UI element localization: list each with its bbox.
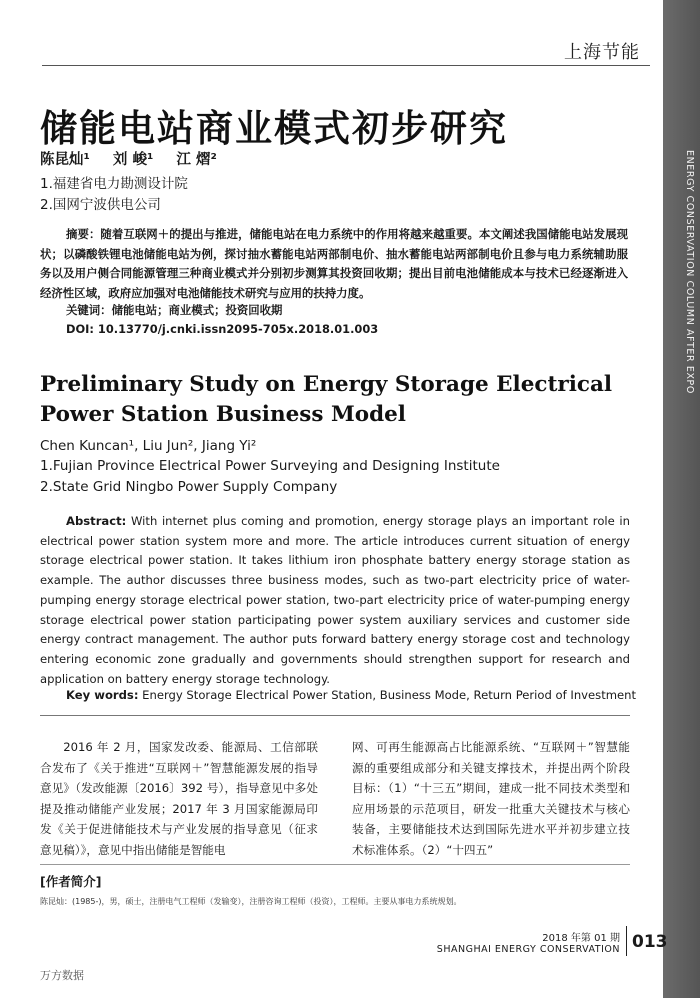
footer-journal: SHANGHAI ENERGY CONSERVATION: [436, 944, 620, 955]
chinese-affiliation-2: 2.国网宁波供电公司: [40, 197, 161, 213]
english-keywords-label: Key words:: [66, 688, 139, 702]
author-bio-text: 陈昆灿：(1985-)，男，硕士，注册电气工程师（发输变），注册咨询工程师（投资），工程师。主要从事电力系统规划。: [40, 897, 462, 906]
chinese-abstract-text: 随着互联网＋的提出与推进，储能电站在电力系统中的作用将越来越重要。本文阐述我国储能电站发展现状；以磷酸铁锂电池储能电站为例，探讨抽水蓄能电站两部制电价、抽水蓄能电站两部制电价且参与电力系统辅助服务以及用户侧合同能源管理三种商业模式并分别初步测算其投资回收期；提出目前电池储能成本与技术已经逐渐进入经济性区域，政府应加强对电池储能技术研究与应用的扶持力度。: [40, 227, 628, 300]
author-bio-heading: [作者简介]: [40, 874, 102, 889]
author-3: 江 熠²: [176, 152, 217, 168]
keywords-divider: [40, 715, 630, 716]
chinese-keywords: 关键词：储能电站；商业模式；投资回收期: [66, 303, 283, 317]
english-authors: Chen Kuncan¹, Liu Jun², Jiang Yi²: [40, 438, 257, 454]
section-label: 上海节能: [564, 42, 640, 63]
author-1: 陈昆灿¹: [40, 152, 90, 168]
english-affiliation-1: 1.Fujian Province Electrical Power Surveying and Designing Institute: [40, 458, 500, 474]
footer-divider: [626, 926, 627, 956]
bio-divider: [40, 864, 630, 865]
chinese-authors: [40, 148, 235, 169]
header-rule: [42, 65, 650, 66]
english-keywords-text: Energy Storage Electrical Power Station, Business Mode, Return Period of Investment: [142, 688, 637, 702]
doi: DOI: 10.13770/j.cnki.issn2095-705x.2018.01.003: [66, 322, 379, 336]
chinese-abstract: [40, 225, 628, 303]
author-2: 刘 峻¹: [112, 152, 154, 168]
english-affiliation-2: 2.State Grid Ningbo Power Supply Company: [40, 479, 338, 495]
english-abstract-text: With internet plus coming and promotion, energy storage plays an important role in electrical power station system more and more. The article introduces current situation of energy storage electrical power station. It takes lithium iron phosphate battery energy storage station as example. The author discusses three business modes, such as two-part electricity price of water-pumping energy storage electrical power station, two-part electricity price of water-pumping energy storage electrical power station participating power system auxiliary services and customer side energy contract management. The author puts forward battery energy storage cost and technology entering economic zone gradually and governments should strengthen support for research and application on battery energy storage technology.: [40, 514, 630, 686]
english-abstract-label: Abstract:: [66, 514, 127, 528]
english-abstract: [40, 512, 630, 689]
side-band-text: ENERGY CONSERVATION COLUMN AFTER EXPO: [684, 150, 695, 394]
chinese-abstract-label: 摘要：: [66, 227, 101, 241]
watermark: 万方数据: [40, 969, 84, 982]
english-title: Preliminary Study on Energy Storage Electrical Power Station Business Model: [40, 372, 613, 427]
body-column-right: 网、可再生能源高占比能源系统、“互联网＋”智慧能源的重要组成部分和关键支撑技术，并提出两个阶段目标：（1）“十三五”期间，建成一批不同技术类型和应用场景的示范项目，研发一批重大关键技术与核心装备，主要储能技术达到国际先进水平并初步建立技术标准体系。（2）“十四五”: [352, 740, 630, 857]
chinese-affiliation-1: 1.福建省电力勘测设计院: [40, 176, 188, 192]
chinese-title: 储能电站商业模式初步研究: [40, 107, 508, 150]
body-column-left: 2016 年 2 月，国家发改委、能源局、工信部联合发布了《关于推进“互联网＋”智慧能源发展的指导意见》（发改能源〔2016〕392 号），指导意见中多处提及推动储能产业发展；2017 年 3 月国家能源局印发《关于促进储能技术与产业发展的指导意见（征求意见稿）》，意见中指出储能是智能电: [40, 740, 318, 857]
footer-issue: 2018 年第 01 期: [542, 933, 620, 944]
english-keywords: [66, 688, 636, 702]
page-number: 013: [632, 932, 668, 952]
